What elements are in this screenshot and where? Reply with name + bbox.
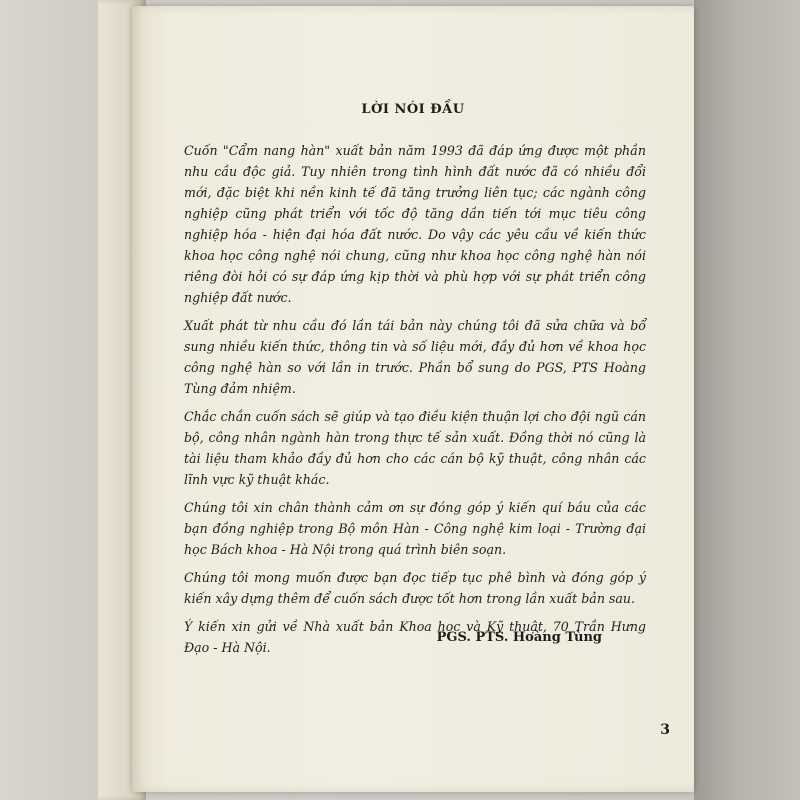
author-signature: PGS. PTS. Hoàng Tùng: [436, 630, 602, 645]
page-number: 3: [660, 722, 670, 738]
preface-body: [184, 140, 646, 665]
book-page: [132, 6, 694, 792]
left-background: [0, 0, 100, 800]
paragraph-6: Ý kiến xin gửi về Nhà xuất bản Khoa học và Kỹ thuật, 70 Trần Hưng Đạo - Hà Nội.: [184, 619, 646, 655]
paragraph-1: Cuốn "Cẩm nang hàn" xuất bản năm 1993 đã đáp ứng được một phần nhu cầu độc giả. Tuy nhiên trong tình hình đất nước đã có nhiều đổi mới, đặc biệt khi nền kinh tế đã tăng trưởng liên tục; các ngành công nghiệp cũng phát triển với tốc độ tăng dần tiến tới mục tiêu công nghiệp hóa - hiện đại hóa đất nước. Do vậy các yêu cầu về kiến thức khoa học công nghệ nói chung, cũng như khoa học công nghệ hàn nói riêng đòi hỏi có sự đáp ứng kịp thời và phù hợp với sự phát triển công nghiệp đất nước.: [184, 143, 646, 305]
paragraph-5: Chúng tôi mong muốn được bạn đọc tiếp tục phê bình và đóng góp ý kiến xây dựng thêm để cuốn sách được tốt hơn trong lần xuất bản sau.: [184, 570, 646, 606]
paragraph-4: Chúng tôi xin chân thành cảm ơn sự đóng góp ý kiến quí báu của các bạn đồng nghiệp trong Bộ môn Hàn - Công nghệ kim loại - Trường đại học Bách khoa - Hà Nội trong quá trình biên soạn.: [184, 500, 646, 557]
paragraph-3: Chắc chắn cuốn sách sẽ giúp và tạo điều kiện thuận lợi cho đội ngũ cán bộ, công nhân ngành hàn trong thực tế sản xuất. Đồng thời nó cũng là tài liệu tham khảo đầy đủ hơn cho các cán bộ kỹ thuật, công nhân các lĩnh vực kỹ thuật khác.: [184, 409, 646, 487]
right-background: [694, 0, 800, 800]
page-title: LỜI NÓI ĐẦU: [361, 102, 465, 117]
paragraph-2: Xuất phát từ nhu cầu đó lần tái bản này chúng tôi đã sửa chữa và bổ sung nhiều kiến thức, thông tin và số liệu mới, đầy đủ hơn về khoa học công nghệ hàn so với lần in trước. Phần bổ sung do PGS, PTS Hoàng Tùng đảm nhiệm.: [184, 318, 646, 396]
